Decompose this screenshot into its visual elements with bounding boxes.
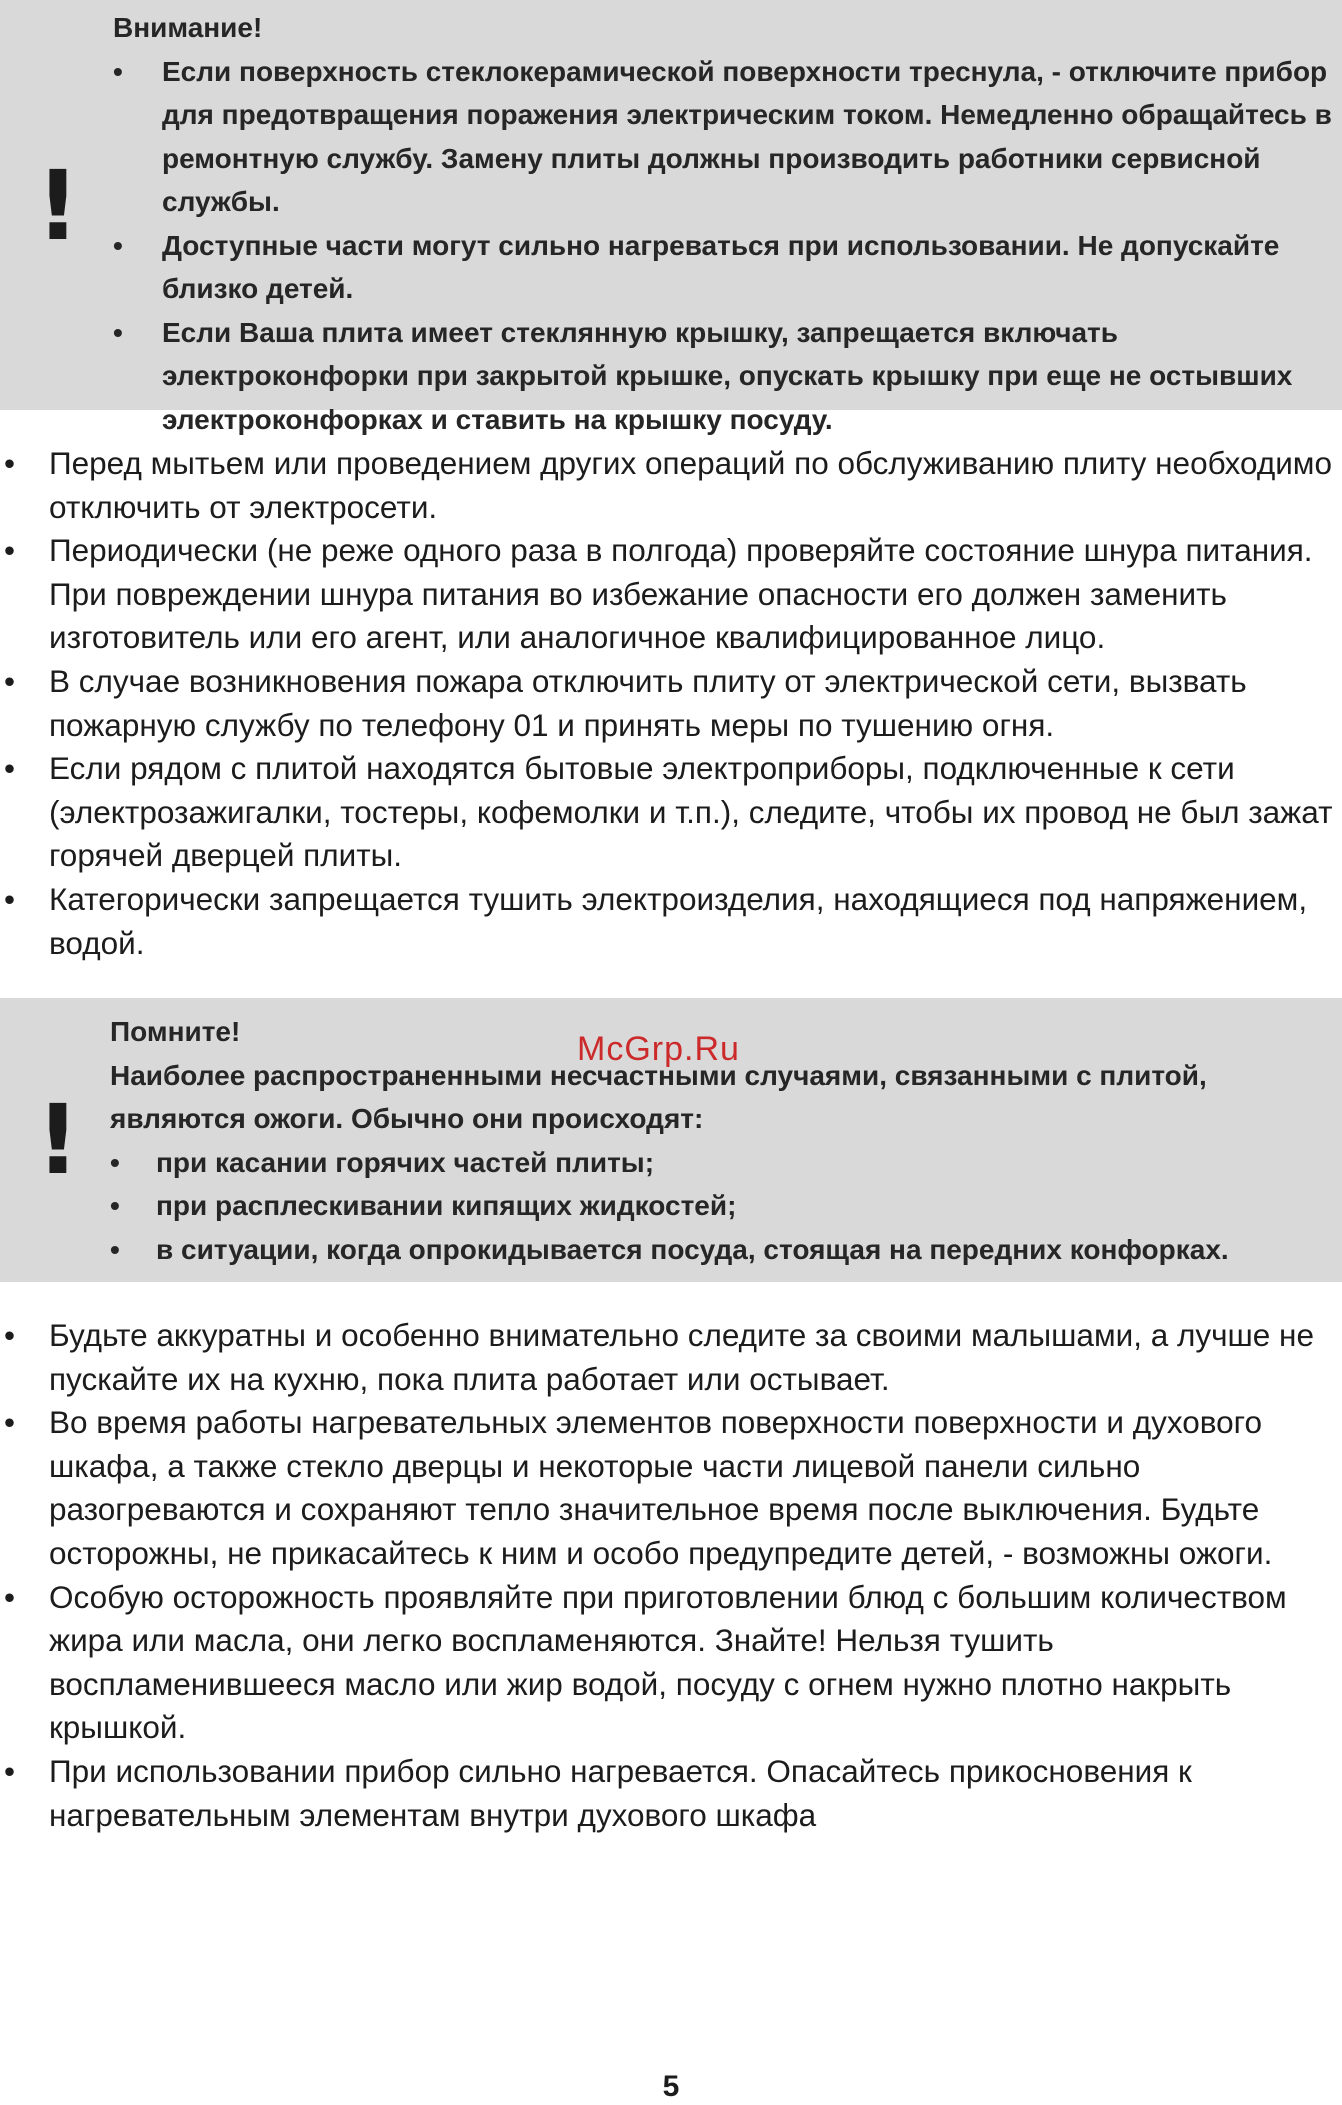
exclamation-icon: ! (36, 150, 80, 262)
list-item: • Категорически запрещается тушить электроизделия, находящиеся под напряжением, водой. (0, 878, 1340, 965)
list-item: • Периодически (не реже одного раза в полгода) проверяйте состояние шнура питания. При повреждении шнура питания во избежание опасности его должен заменить изготовитель или его агент, или аналогичное квалифицированное лицо. (0, 529, 1340, 660)
remember-title: Помните! (110, 1016, 241, 1047)
list-item: • Будьте аккуратны и особенно внимательно следите за своими малышами, а лучше не пускайте их на кухню, пока плита работает или остывает. (0, 1314, 1340, 1401)
page-number: 5 (662, 2070, 680, 2103)
remember-list (110, 1141, 1335, 1272)
warning-item: • Если Ваша плита имеет стеклянную крышку, запрещается включать электроконфорки при закрытой крышке, опускать крышку при еще не остывших электроконфорках и ставить на крышку посуду. (113, 311, 1333, 442)
warning-item: • Доступные части могут сильно нагреваться при использовании. Не допускайте близко детей. (113, 224, 1333, 311)
safety-list-2 (0, 1314, 1340, 1837)
watermark: McGrp.Ru (577, 1030, 740, 1068)
safety-list-1 (0, 442, 1340, 965)
remember-item: • в ситуации, когда опрокидывается посуда, стоящая на передних конфорках. (110, 1228, 1335, 1272)
warning-list (113, 50, 1333, 442)
warning-box (0, 0, 1342, 435)
list-item: • Если рядом с плитой находятся бытовые электроприборы, подключенные к сети (электрозажигалки, тостеры, кофемолки и т.п.), следите, чтобы их провод не был зажат горячей дверцей плиты. (0, 747, 1340, 878)
exclamation-icon: ! (36, 1084, 80, 1196)
list-item: • Во время работы нагревательных элементов поверхности поверхности и духового шкафа, а также стекло дверцы и некоторые части лицевой панели сильно разогреваются и сохраняют тепло значительное время после выключения. Будьте осторожны, не прикасайтесь к ним и особо предупредите детей, - возможны ожоги. (0, 1401, 1340, 1575)
warning-content (113, 6, 1333, 441)
remember-intro: Наиболее распространенными несчастными случаями, связанными с плитой, являются ожоги. Обычно они происходят: (110, 1059, 1207, 1134)
list-item: • При использовании прибор сильно нагревается. Опасайтесь прикосновения к нагревательным элементам внутри духового шкафа (0, 1750, 1340, 1837)
remember-item: • при расплескивании кипящих жидкостей; (110, 1184, 1335, 1228)
warning-title: Внимание! (113, 12, 263, 43)
list-item: • Перед мытьем или проведением других операций по обслуживанию плиту необходимо отключить от электросети. (0, 442, 1340, 529)
list-item: • Особую осторожность проявляйте при приготовлении блюд с большим количеством жира или масла, они легко воспламеняются. Знайте! Нельзя тушить воспламенившееся масло или жир водой, посуду с огнем нужно плотно накрыть крышкой. (0, 1576, 1340, 1750)
list-item: • В случае возникновения пожара отключить плиту от электрической сети, вызвать пожарную службу по телефону 01 и принять меры по тушению огня. (0, 660, 1340, 747)
remember-item: • при касании горячих частей плиты; (110, 1141, 1335, 1185)
warning-item: • Если поверхность стеклокерамической поверхности треснула, - отключите прибор для предотвращения поражения электрическим током. Немедленно обращайтесь в ремонтную службу. Замену плиты должны производить работники сервисной службы. (113, 50, 1333, 224)
